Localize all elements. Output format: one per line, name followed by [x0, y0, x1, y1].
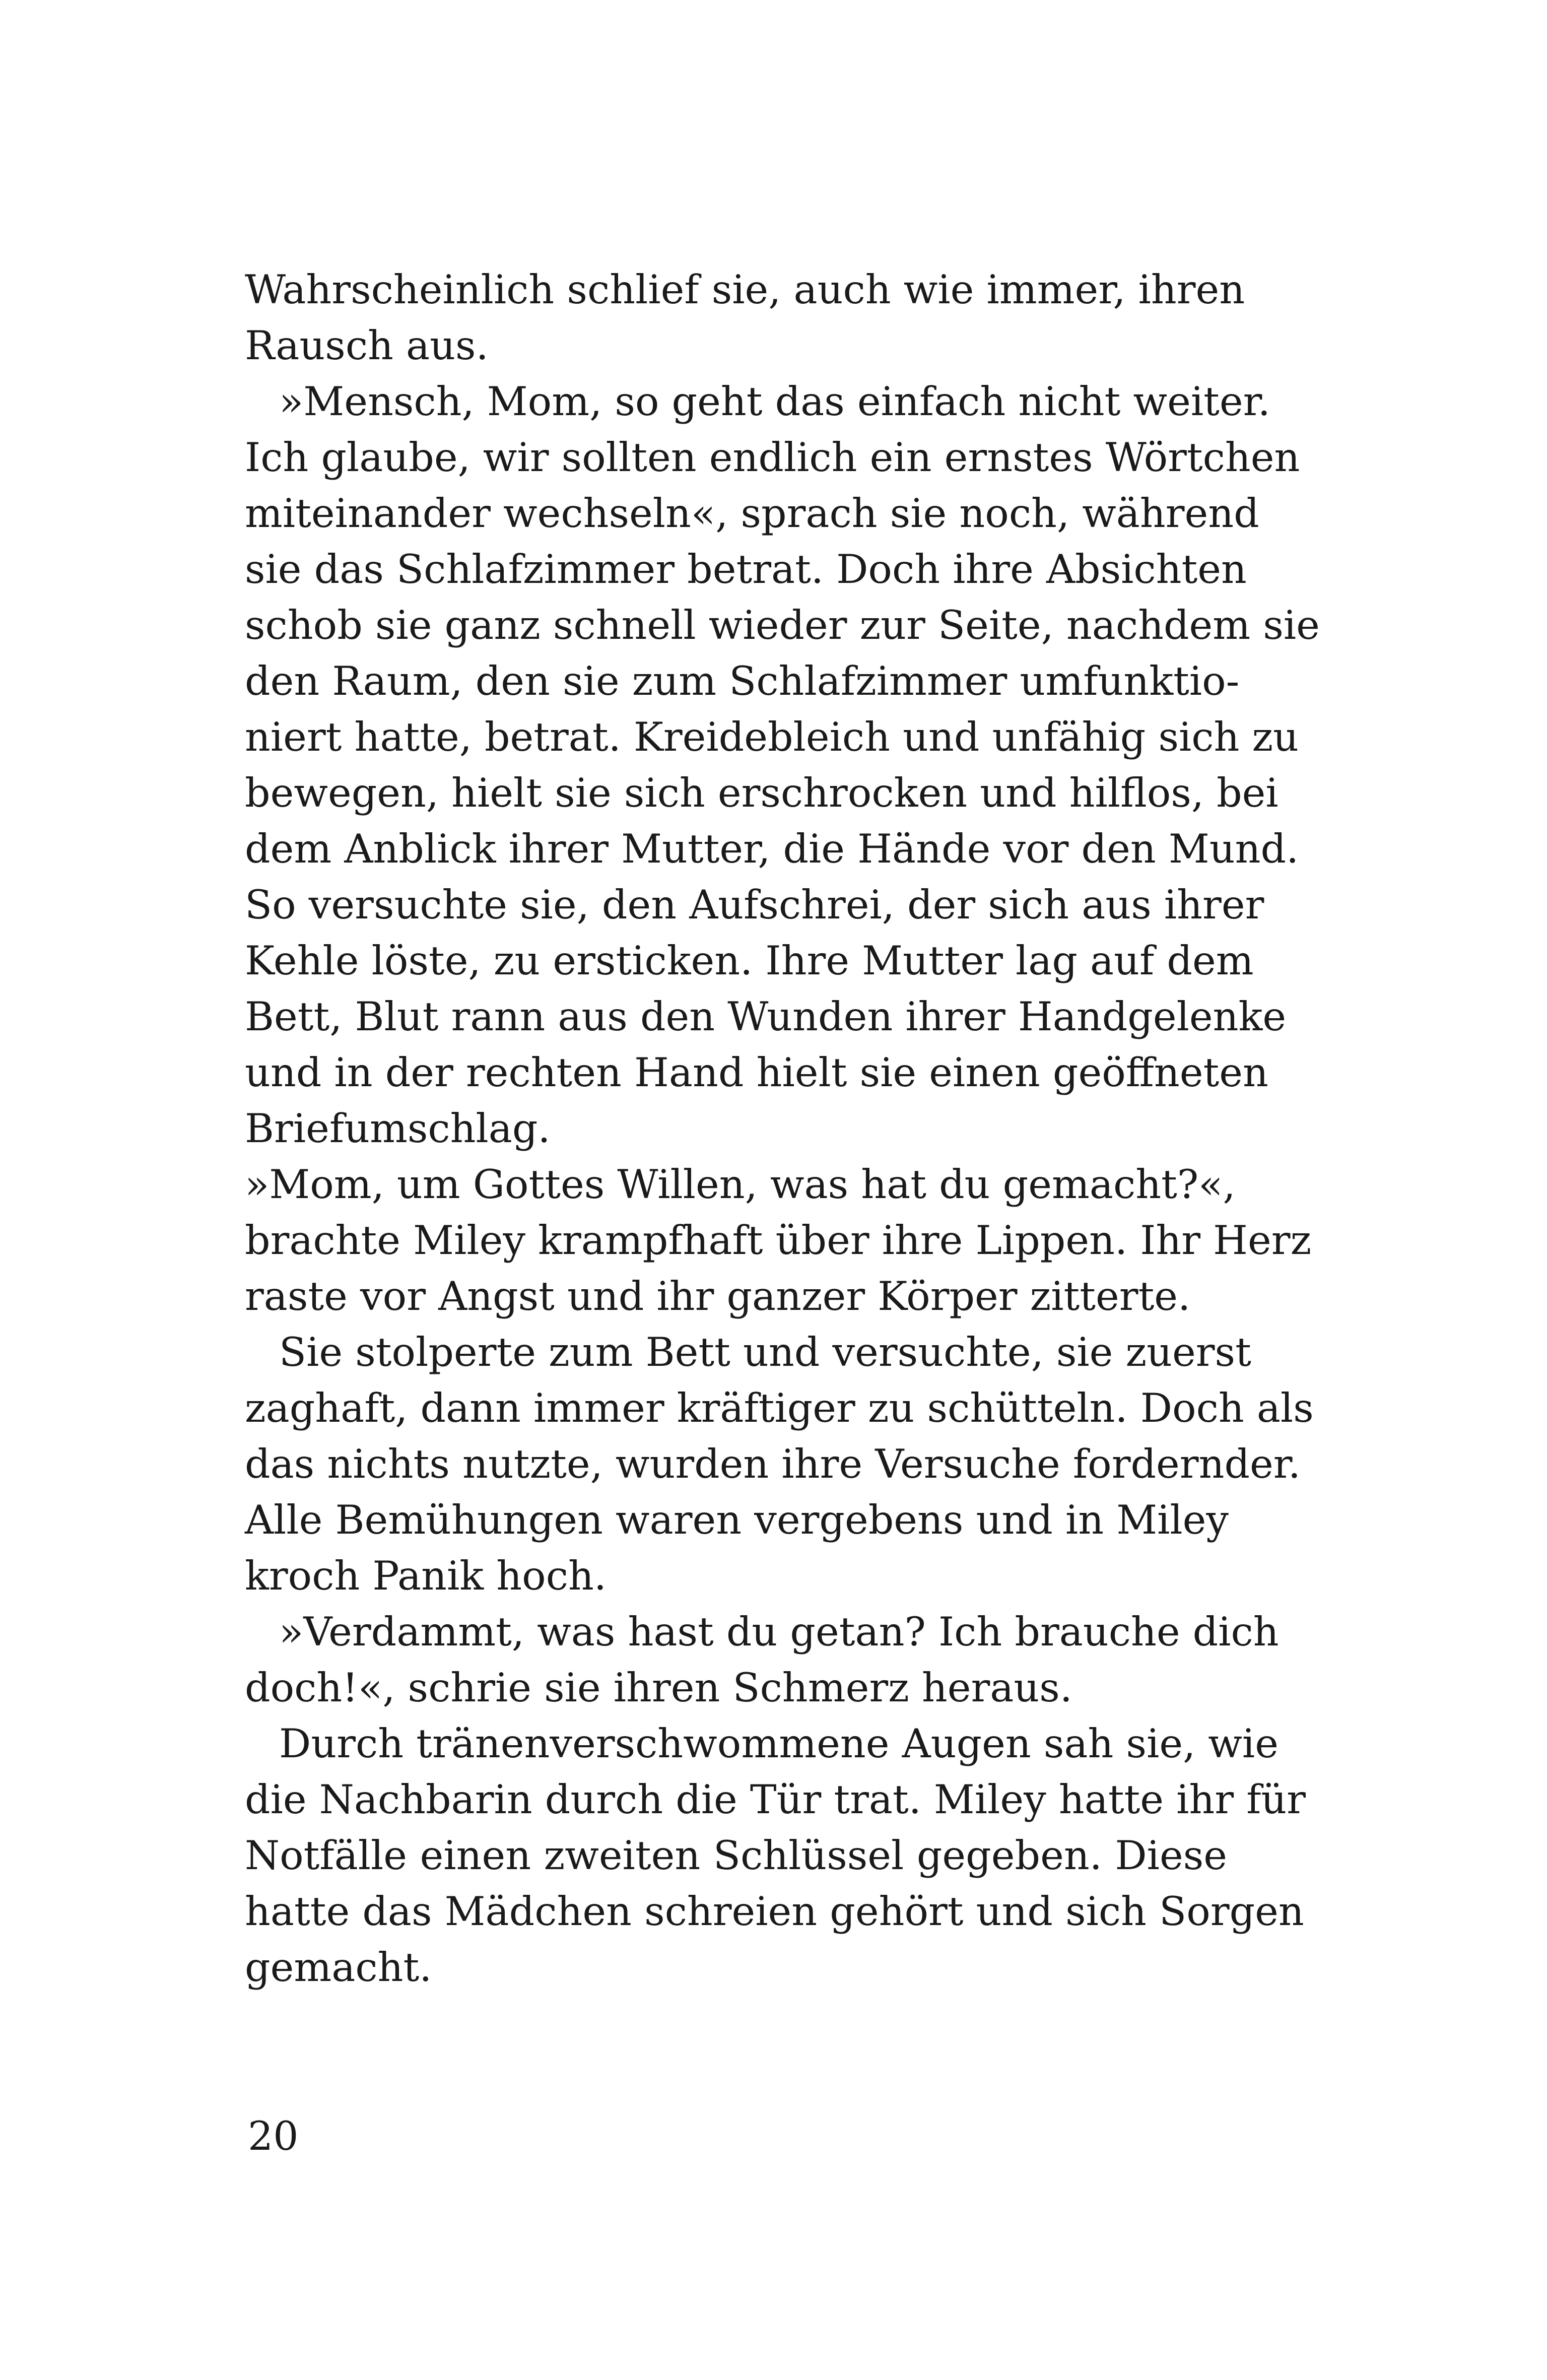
text-line: So versuchte sie, den Aufschrei, der sich aus ihrer	[245, 882, 1264, 928]
text-line: das nichts nutzte, wurden ihre Versuche fordernder.	[245, 1441, 1301, 1487]
text-line: den Raum, den sie zum Schlafzimmer umfunktio-	[245, 658, 1240, 704]
text-line: Durch tränenverschwommene Augen sah sie, wie	[279, 1721, 1279, 1767]
text-line: die Nachbarin durch die Tür trat. Miley hatte ihr für	[245, 1776, 1306, 1823]
paragraph-5	[245, 1604, 1279, 1716]
paragraph-2	[245, 374, 1320, 1157]
text-line: Sie stolperte zum Bett und versuchte, sie zuerst	[279, 1329, 1251, 1375]
text-line: »Mom, um Gottes Willen, was hat du gemacht?«,	[245, 1161, 1236, 1208]
paragraph-1	[245, 262, 1245, 374]
text-line: dem Anblick ihrer Mutter, die Hände vor den Mund.	[245, 826, 1299, 872]
text-line: gemacht.	[245, 1944, 432, 1991]
text-line: sie das Schlafzimmer betrat. Doch ihre Absichten	[245, 546, 1247, 592]
paragraph-4	[245, 1325, 1314, 1604]
text-line: »Verdammt, was hast du getan? Ich brauche dich	[279, 1609, 1279, 1655]
text-line: Ich glaube, wir sollten endlich ein ernstes Wörtchen	[245, 434, 1300, 481]
text-line: und in der rechten Hand hielt sie einen geöffneten	[245, 1049, 1268, 1096]
text-line: raste vor Angst und ihr ganzer Körper zitterte.	[245, 1273, 1191, 1319]
text-line: niert hatte, betrat. Kreidebleich und unfähig sich zu	[245, 714, 1299, 760]
body-text	[245, 262, 1320, 1996]
text-line: Kehle löste, zu ersticken. Ihre Mutter lag auf dem	[245, 938, 1254, 984]
text-line: Alle Bemühungen waren vergebens und in Miley	[245, 1497, 1229, 1543]
text-line: hatte das Mädchen schreien gehört und sich Sorgen	[245, 1888, 1304, 1935]
text-line: doch!«, schrie sie ihren Schmerz heraus.	[245, 1665, 1072, 1711]
text-line: zaghaft, dann immer kräftiger zu schütteln. Doch als	[245, 1385, 1314, 1431]
text-line: Bett, Blut rann aus den Wunden ihrer Handgelenke	[245, 994, 1287, 1040]
text-line: kroch Panik hoch.	[245, 1553, 607, 1599]
text-line: miteinander wechseln«, sprach sie noch, während	[245, 490, 1259, 537]
paragraph-3	[245, 1157, 1312, 1325]
text-line: brachte Miley krampfhaft über ihre Lippen. Ihr Herz	[245, 1217, 1312, 1264]
page-number: 20	[248, 2113, 299, 2159]
text-line: Briefumschlag.	[245, 1105, 551, 1152]
text-line: Rausch aus.	[245, 322, 489, 369]
paragraph-6	[245, 1716, 1306, 1996]
text-line: »Mensch, Mom, so geht das einfach nicht weiter.	[279, 378, 1270, 425]
text-line: Wahrscheinlich schlief sie, auch wie immer, ihren	[245, 267, 1245, 313]
text-line: bewegen, hielt sie sich erschrocken und hilflos, bei	[245, 770, 1279, 816]
text-line: Notfälle einen zweiten Schlüssel gegeben. Diese	[245, 1832, 1227, 1879]
text-line: schob sie ganz schnell wieder zur Seite, nachdem sie	[245, 602, 1320, 648]
